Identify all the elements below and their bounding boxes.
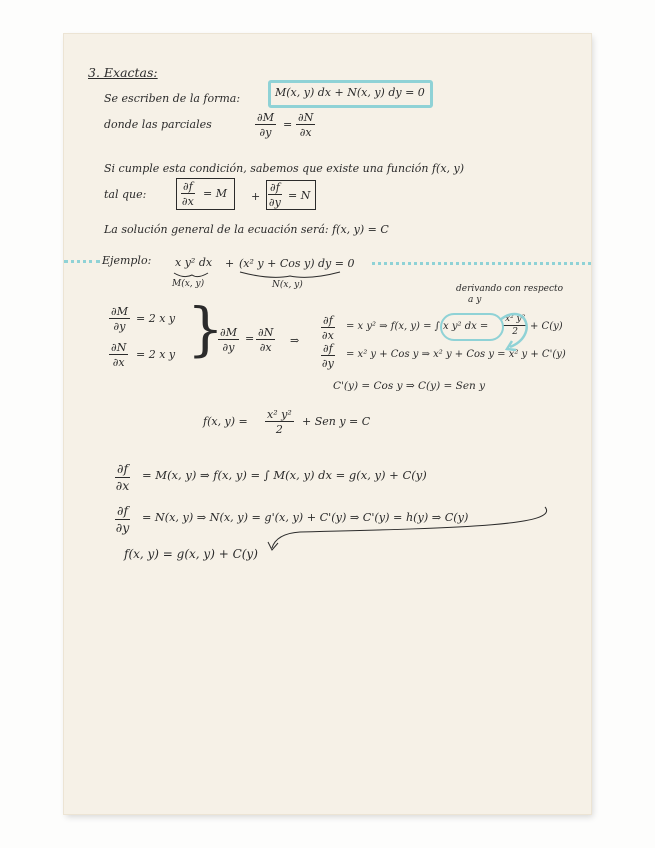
tal-que-label: tal que: [104, 188, 147, 201]
df-dx: $\frac{\partial f}{\partial x}$ [181, 180, 194, 208]
section-heading: 3. Exactas: [88, 65, 158, 80]
gen1-text: = M(x, y) ⇒ f(x, y) = ∫ M(x, y) dx = g(x, y) + C(y) [142, 468, 427, 482]
step2-text: = x² y + Cos y ⇒ x² y + Cos y = x² y + C'(y) [346, 349, 566, 360]
form-equation: M(x, y) dx + N(x, y) dy = 0 [275, 86, 425, 99]
example-label: Ejemplo: [102, 254, 152, 267]
gen1-df-dx: $\frac{\partial f}{\partial x}$ [115, 461, 130, 493]
example-dM-dy: $\frac{\partial M}{\partial y}$ [111, 305, 128, 333]
df-dy: $\frac{\partial f}{\partial y}$ [268, 181, 281, 209]
return-curve-arrow [272, 507, 547, 548]
step2-df-dy: $\frac{\partial f}{\partial y}$ [321, 342, 334, 370]
result-rhs: + Sen y = C [302, 415, 371, 428]
eq-M: = M [203, 187, 227, 200]
example-equality-dM: $\frac{\partial M}{\partial y}$ [220, 326, 237, 354]
eq-N: = N [288, 189, 311, 202]
example-N-label: N(x, y) [272, 280, 303, 290]
partial-N-x: $\frac{\partial N}{\partial x}$ [298, 111, 314, 139]
gen2-df-dy: $\frac{\partial f}{\partial y}$ [115, 503, 130, 535]
equals-sign: = [283, 118, 293, 131]
example-dM-dy-value: = 2 x y [136, 312, 176, 325]
condition-text: Si cumple esta condición, sabemos que existe una función f(x, y) [104, 162, 465, 175]
step3-text: C'(y) = Cos y ⇒ C(y) = Sen y [333, 380, 486, 392]
result-lhs: f(x, y) = [203, 415, 248, 428]
step1-text: = x y² ⇒ f(x, y) = ∫ x y² dx = [346, 321, 489, 332]
gen2-text: = N(x, y) ⇒ N(x, y) = g'(x, y) + C'(y) ⇒ C'(y) = h(y) ⇒ C(y) [142, 511, 469, 524]
form-label: Se escriben de la forma: [104, 92, 241, 105]
plus-sign: + [251, 190, 261, 203]
teal-curve-arrow [500, 314, 527, 347]
brace: } [187, 295, 224, 363]
brace-under-M [174, 273, 208, 277]
partial-M-y: $\frac{\partial M}{\partial y}$ [257, 111, 274, 139]
step1-end: + C(y) [530, 321, 563, 332]
example-dN-dx: $\frac{\partial N}{\partial x}$ [111, 341, 127, 369]
example-term-2: (x² y + Cos y) dy = 0 [239, 257, 355, 270]
result-fraction: $\frac{\text{x² y²}}{2}$ [267, 408, 292, 436]
example-M-label: M(x, y) [172, 279, 205, 289]
gen3-text: f(x, y) = g(x, y) + C(y) [124, 547, 258, 561]
example-equality-sign: = [245, 332, 255, 345]
example-plus: + [225, 257, 235, 270]
example-term-1: x y² dx [175, 256, 213, 269]
example-dN-dx-value: = 2 x y [136, 348, 176, 361]
note-a-y: a y [468, 295, 482, 305]
note-derivando: derivando con respecto [456, 284, 564, 294]
example-equality-dN: $\frac{\partial N}{\partial x}$ [258, 326, 274, 354]
brace-under-N [240, 272, 340, 277]
step1-fraction: $\frac{\text{x² y²}}{2}$ [505, 314, 526, 337]
step1-df-dx: $\frac{\partial f}{\partial x}$ [321, 314, 334, 342]
partials-label: donde las parciales [104, 118, 212, 131]
implies-arrow: ⇒ [290, 334, 300, 347]
general-solution: La solución general de la ecuación será: f(x, y) = C [104, 223, 389, 236]
